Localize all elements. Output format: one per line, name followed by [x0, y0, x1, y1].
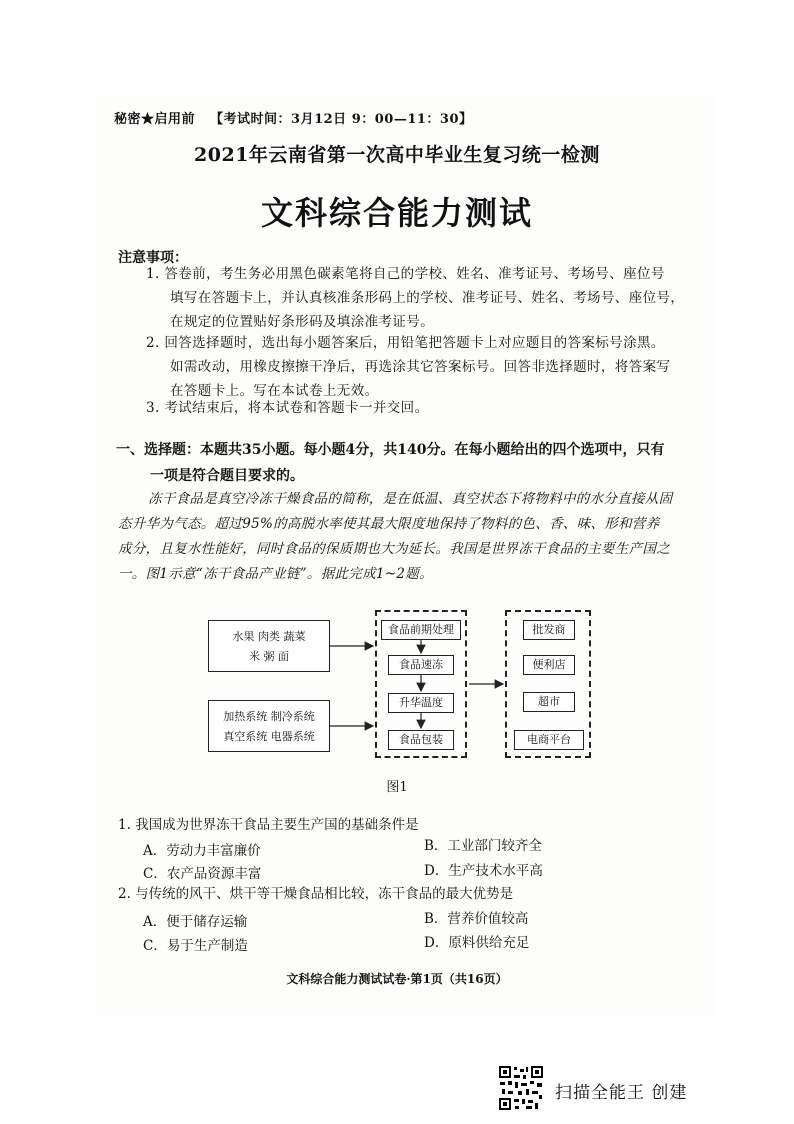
q1-option-b: B．工业部门较齐全 — [424, 838, 542, 854]
q2-option-c: C．易于生产制造 — [143, 938, 248, 954]
channel-item: 超市 — [523, 692, 575, 712]
q2-option-d: D．原料供给充足 — [424, 935, 530, 951]
q2-option-a: A．便于储存运输 — [143, 914, 248, 930]
question-1-stem: 1. 我国成为世界冻干食品主要生产国的基础条件是 — [118, 817, 419, 833]
process-step: 食品包装 — [388, 730, 454, 750]
question-2-stem: 2. 与传统的风干、烘干等干燥食品相比较，冻干食品的最大优势是 — [118, 886, 514, 902]
confidential-label: 秘密★启用前 — [114, 112, 196, 127]
channel-item: 批发商 — [523, 620, 575, 640]
process-step: 食品速冻 — [388, 655, 454, 675]
notice-item-2: 2. 回答选择题时，选出每小题答案后，用铅笔把答题卡上对应题目的答案标号涂黑。 如需改动，用橡皮擦擦干净后，再选涂其它答案标号。回答非选择题时，将答案写 在答题卡上。写在本试卷上无效。 — [146, 335, 671, 399]
notice-item-3: 3. 考试结束后，将本试卷和答题卡一并交回。 — [146, 400, 429, 416]
exam-title: 2021年云南省第一次高中毕业生复习统一检测 — [194, 144, 600, 166]
exam-subtitle: 文科综合能力测试 — [260, 194, 533, 232]
q2-option-b: B．营养价值较高 — [424, 911, 529, 927]
reading-material: 冻干食品是真空冷冻干燥食品的简称，是在低温、真空状态下将物料中的水分直接从固 态升华为气态。超过95%的高脱水率使其最大限度地保持了物料的色、香、味、形和营养 成分，且复水性能好，同时食品的保质期也大为延长。我国是世界冻干食品的主要生产国之 一。图1示意“冻干食品产业链”。据此完成1~2题。 — [118, 491, 673, 582]
figure-caption: 图1 — [386, 780, 408, 795]
q1-option-c: C．农产品资源丰富 — [143, 866, 262, 882]
page-footer: 文科综合能力测试试卷·第1页（共16页） — [286, 972, 508, 986]
channel-item: 电商平台 — [514, 730, 584, 750]
exam-time: 【考试时间：3月12日 9：00—11：30】 — [210, 112, 473, 127]
process-step: 升华温度 — [388, 693, 454, 713]
scanner-watermark: 扫描全能王 创建 — [555, 1083, 688, 1103]
q1-option-d: D．生产技术水平高 — [424, 863, 543, 879]
process-step: 食品前期处理 — [381, 620, 461, 640]
notice-heading: 注意事项： — [118, 250, 188, 266]
notice-item-1: 1. 答卷前，考生务必用黑色碳素笔将自己的学校、姓名、准考证号、考场号、座位号 填写在答题卡上，并认真核准条形码上的学校、准考证号、姓名、考场号、座位号， 在规定的位置贴好条形码及填涂准考证号。 — [146, 266, 685, 330]
systems-box: 加热系统 制冷系统 真空系统 电器系统 — [208, 700, 330, 752]
qr-code-icon — [498, 1065, 544, 1111]
channel-item: 便利店 — [523, 655, 575, 675]
section-heading: 一、选择题：本题共35小题。每小题4分，共140分。在每小题给出的四个选项中，只有 一项是符合题目要求的。 — [116, 442, 665, 484]
raw-materials-box: 水果 肉类 蔬菜 米 粥 面 — [208, 620, 330, 672]
q1-option-a: A．劳动力丰富廉价 — [143, 843, 261, 859]
